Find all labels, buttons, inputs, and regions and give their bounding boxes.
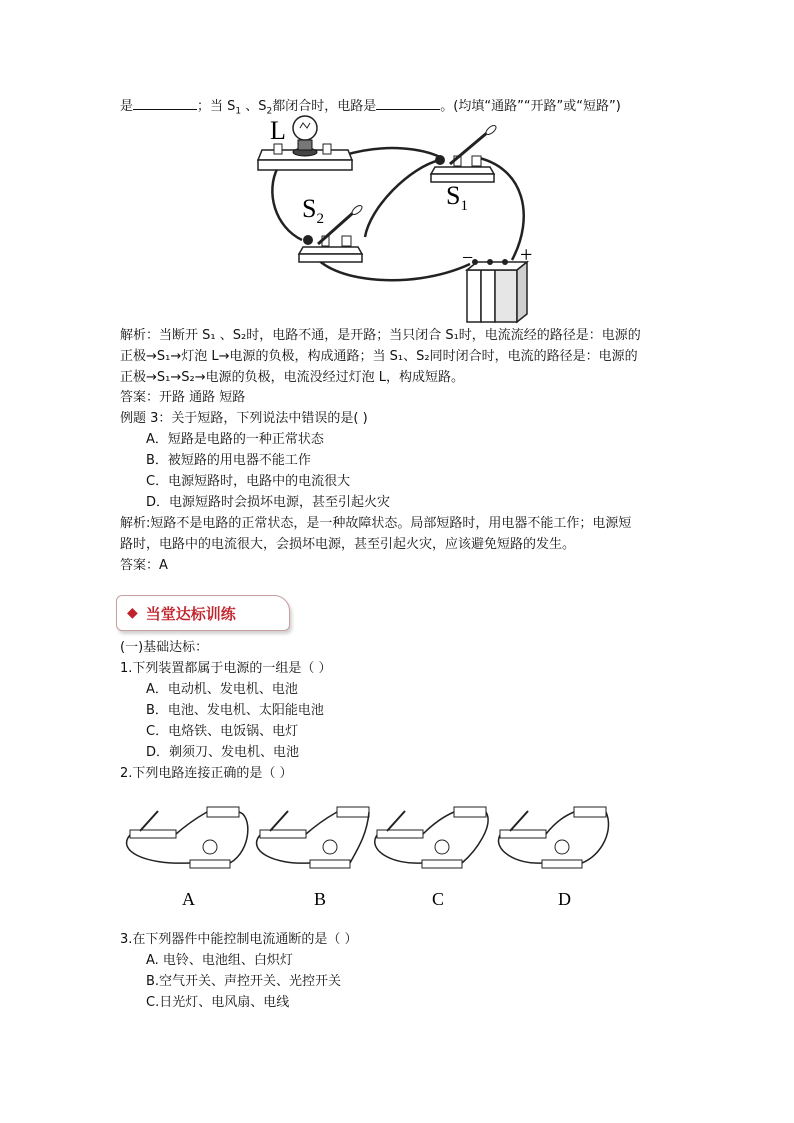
q3-option-c: C.日光灯、电风扇、电线: [146, 995, 290, 1010]
circuit-d: [498, 807, 608, 868]
example3-option-b: B．被短路的用电器不能工作: [146, 453, 311, 468]
answer1: 答案：开路 通路 短路: [120, 390, 246, 405]
label-s2: $S_2$: [302, 194, 324, 227]
q1-option-d: D．剃须刀、发电机、电池: [146, 745, 300, 760]
subscript-1: 1: [235, 106, 242, 117]
q3-option-b: B.空气开关、声控开关、光控开关: [146, 974, 342, 989]
text-mid2: 、S: [241, 99, 267, 114]
q1-question: 1.下列装置都属于电源的一组是（ ）: [120, 661, 332, 676]
label-lamp-L: L: [270, 116, 286, 145]
example3-analysis-line1: 解析:短路不是电路的正常状态，是一种故障状态。局部短路时，用电器不能工作；电源短: [120, 516, 632, 531]
analysis1-line2: 正极→S₁→灯泡 L→电源的负极，构成通路；当 S₁、S₂同时闭合时，电流的路径是：电源的: [120, 349, 638, 364]
basic-heading: (一)基础达标：: [120, 640, 209, 655]
example3-option-d: D．电源短路时会损坏电源，甚至引起火灾: [146, 495, 391, 510]
label-circuit-c: C: [432, 889, 445, 909]
battery-pack: [467, 259, 527, 322]
subscript-2: 2: [266, 106, 273, 117]
label-minus: −: [462, 247, 474, 269]
label-circuit-d: D: [558, 889, 571, 909]
label-circuit-a: A: [182, 889, 195, 909]
section-title: 当堂达标训练: [145, 604, 236, 623]
text-suffix: 。(均填“通路”“开路”或“短路”): [440, 99, 621, 114]
label-s1: $S_1$: [446, 181, 468, 214]
q1-option-c: C．电烙铁、电饭锅、电灯: [146, 724, 299, 739]
example3-option-a: A．短路是电路的一种正常状态: [146, 432, 324, 447]
q3-question: 3.在下列器件中能控制电流通断的是（ ）: [120, 932, 358, 947]
example3-option-c: C．电源短路时，电路中的电流很大: [146, 474, 351, 489]
wire-lamp-to-s2: [272, 167, 302, 240]
q3-option-a: A. 电铃、电池组、白炽灯: [146, 953, 293, 968]
q2-question: 2.下列电路连接正确的是（ ）: [120, 766, 293, 781]
section-heading: [116, 595, 290, 631]
circuit-a: [127, 807, 248, 868]
analysis1-line3: 正极→S₁→S₂→电源的负极，电流没经过灯泡 L，构成短路。: [120, 370, 464, 385]
circuit-c: [375, 807, 488, 868]
example3-analysis-line2: 路时，电路中的电流很大，会损坏电源，甚至引起火灾，应该避免短路的发生。: [120, 537, 576, 552]
q1-option-a: A．电动机、发电机、电池: [146, 682, 298, 697]
wire-lamp-to-s1: [345, 148, 440, 157]
q1-option-b: B．电池、发电机、太阳能电池: [146, 703, 324, 718]
switch-s1: [431, 124, 498, 182]
text-prefix: 是: [120, 99, 134, 114]
diamond-icon: ◆: [127, 605, 138, 621]
lamp-bulb-icon: [293, 116, 317, 140]
answer-blank-1[interactable]: [133, 97, 197, 110]
analysis1-line1: 解析：当断开 S₁ 、S₂时，电路不通，是开路；当只闭合 S₁时，电流流经的路径是：电源的: [120, 328, 641, 343]
text-mid: ；当 S: [197, 99, 236, 114]
example3-question: 例题 3：关于短路，下列说法中错误的是( ): [120, 411, 368, 426]
wire-s1-to-s2: [365, 160, 440, 237]
text-mid3: 都闭合时，电路是: [272, 99, 377, 114]
label-plus: +: [520, 242, 533, 267]
example3-answer: 答案：A: [120, 558, 168, 573]
circuit-b: [257, 807, 369, 868]
answer-blank-2[interactable]: [376, 97, 440, 110]
circuit-diagram: [250, 112, 550, 324]
q2-circuits: [122, 795, 622, 915]
label-circuit-b: B: [314, 889, 327, 909]
